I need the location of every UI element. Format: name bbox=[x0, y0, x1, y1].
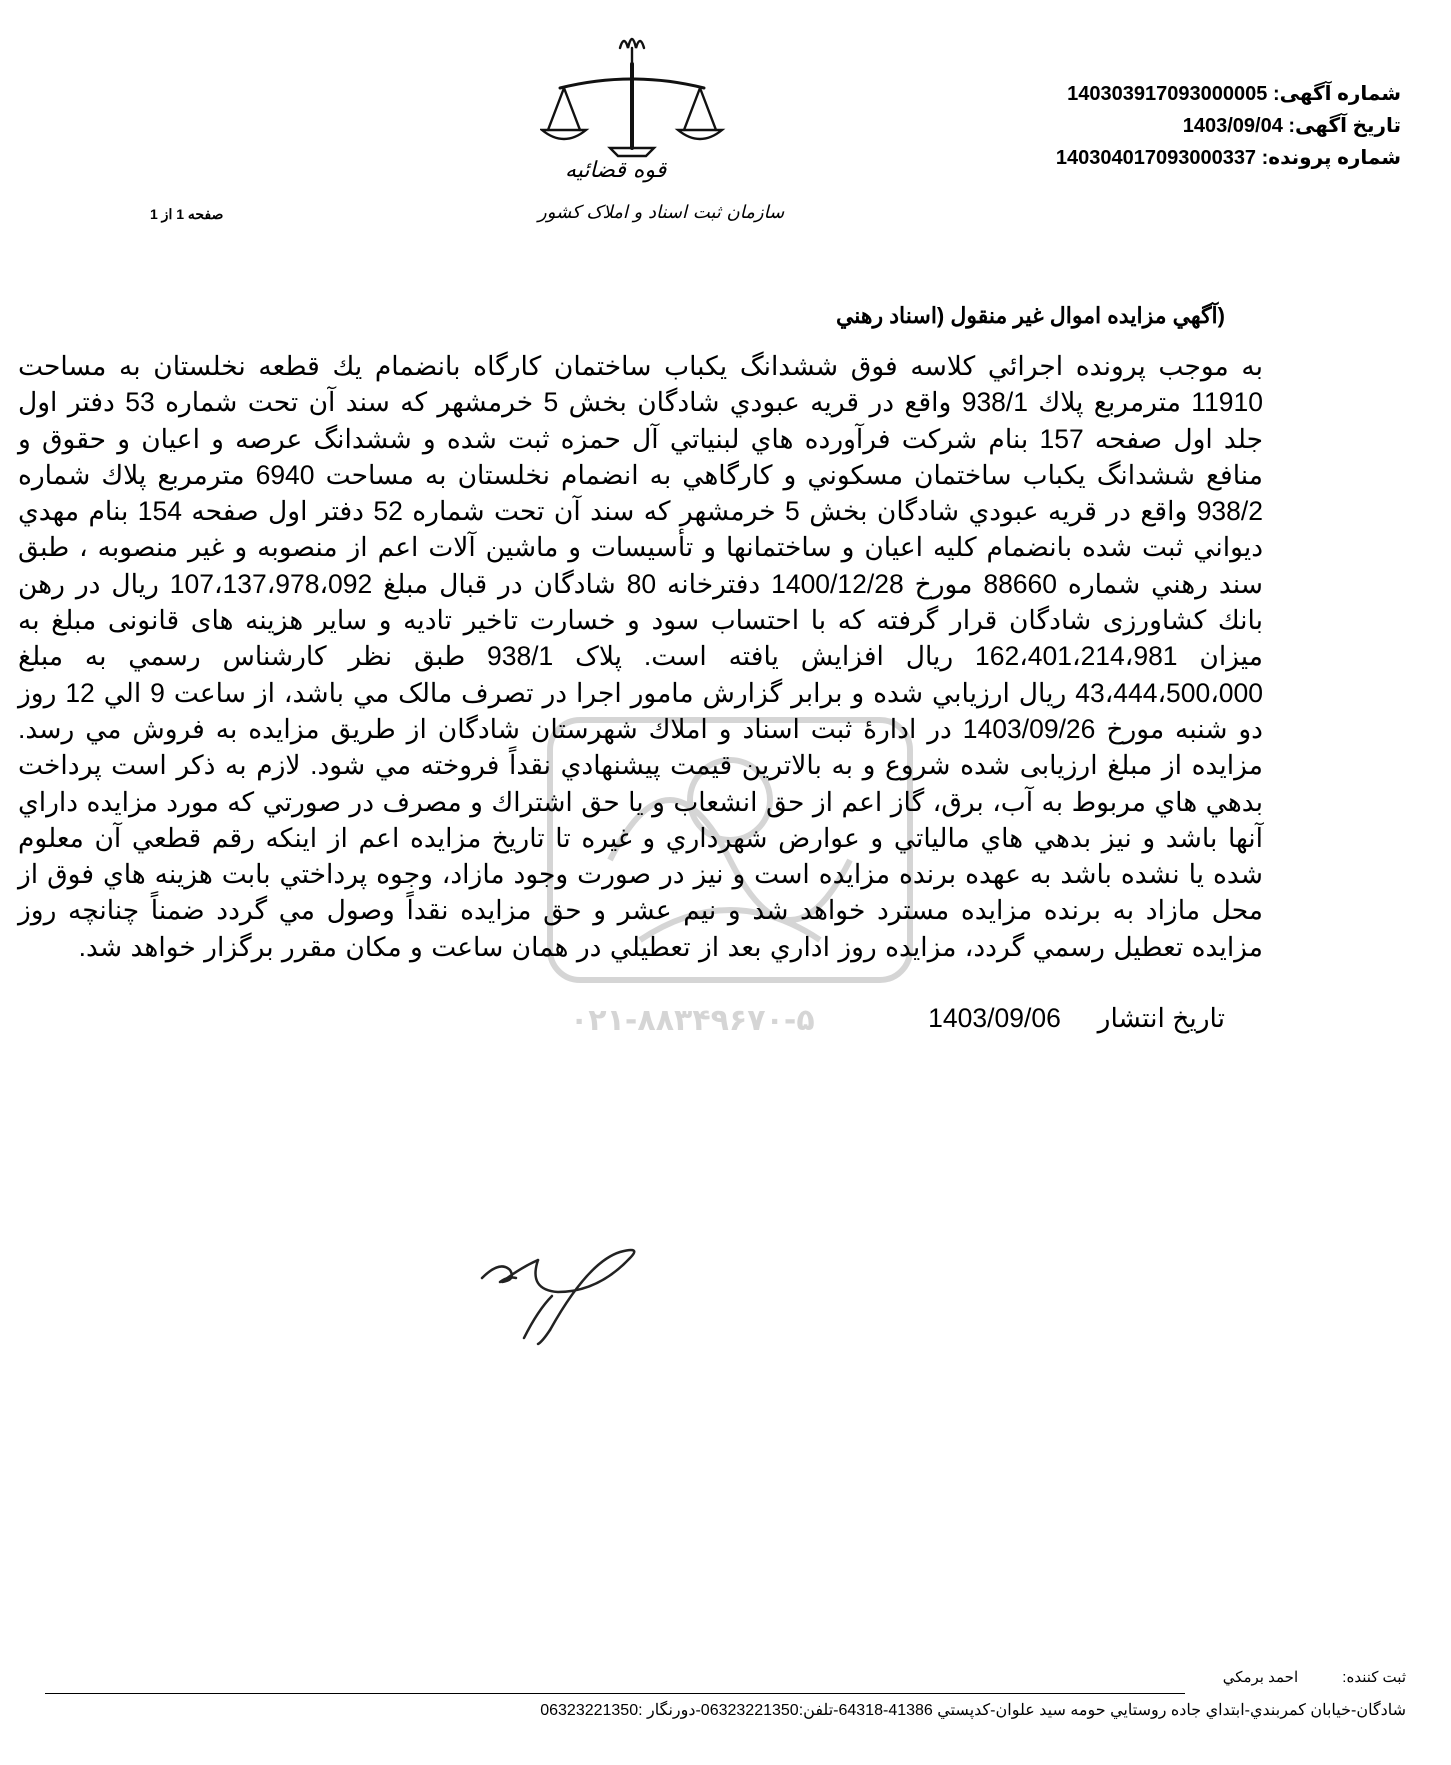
publish-date-row bbox=[0, 1003, 1225, 1034]
logo-caption-judiciary: قوه قضائیه bbox=[565, 158, 667, 183]
notice-number: 140303917093000005 bbox=[1067, 83, 1268, 105]
registrar-name: احمد برمكي bbox=[1222, 1669, 1299, 1686]
footer-address: شادگان-خيابان كمربندي-ابتداي جاده روستايي حومه سيد علوان-كدپستي 41386-64318-تلفن:06323221350-دورنگار :06323221350 bbox=[540, 1702, 1406, 1719]
watermark-phone: ۰۲۱-۸۸۳۴۹۶۷۰-۵ bbox=[570, 1003, 815, 1038]
notice-number-label: شماره آگهی: bbox=[1272, 83, 1401, 105]
publish-date: 1403/09/06 bbox=[928, 1003, 1061, 1033]
notice-date: 1403/09/04 bbox=[1182, 115, 1283, 137]
file-number: 140304017093000337 bbox=[1055, 147, 1257, 169]
file-number-row bbox=[841, 142, 1401, 174]
notice-body bbox=[18, 348, 1263, 965]
logo-caption-organization: سازمان ثبت اسناد و املاک کشور bbox=[538, 202, 785, 223]
handwritten-signature-icon bbox=[480, 1230, 680, 1350]
notice-body-text: به موجب پرونده اجرائي كلاسه فوق ششدانگ يكباب ساختمان كارگاه بانضمام يك قطعه نخلستان به مساحت 11910 مترمربع پلاك 938/1 واقع در قريه عبودي شادگان بخش 5 خرمشهر كه سند آن تحت شماره 53 دفتر اول جلد اول صفحه 157 بنام شركت فرآورده هاي لبنياتي آل حمزه ثبت شده و ششدانگ عرصه و اعيان و حقوق و منافع ششدانگ يكباب ساختمان مسكوني و كارگاهي به انضمام نخلستان به مساحت 6940 مترمربع پلاك شماره 938/2 واقع در قريه عبودي شادگان بخش 5 خرمشهر كه سند آن تحت شماره 52 دفتر اول صفحه 154 بنام مهدي ديواني ثبت شده بانضمام كليه اعيان و ساختمانها و تأسيسات و ماشين آلات اعم از منصوبه و غير منصوبه ، طبق سند رهني شماره 88660 مورخ 1400/12/28 دفترخانه 80 شادگان در قبال مبلغ 107،137،978،092 ريال در رهن بانك كشاورزی شادگان قرار گرفته كه با احتساب سود و خسارت تاخير تاديه و ساير هزينه های قانونی مبلغ به ميزان 162،401،214،981 ريال افزايش يافته است. پلاک 938/1 طبق نظر كارشناس رسمي به مبلغ 43،444،500،000 ريال ارزيابي شده و برابر گزارش مامور اجرا در تصرف مالک مي باشد، از ساعت 9 الي 12 روز دو شنبه مورخ 1403/09/26 در ادارۀ ثبت اسناد و املاك شهرستان شادگان از طريق مزايده به فروش مي رسد. مزايده از مبلغ ارزيابی شده شروع و به بالاترين قيمت پيشنهادي نقداً فروخته مي شود. لازم به ذكر است پرداخت بدهي هاي مربوط به آب، برق، گاز اعم از حق انشعاب و يا حق اشتراك و مصرف در صورتي كه مورد مزايده داراي آنها باشد و نيز بدهي هاي مالياتي و عوارض شهرداري و غيره تا تاريخ مزايده اعم از اينكه رقم قطعي آن معلوم شده يا نشده باشد به عهده برنده مزايده است و نيز در صورت وجود مازاد، وجوه پرداختي بابت هزينه هاي فوق از محل مازاد به برنده مزايده مسترد خواهد شد و نيم عشر و حق مزايده نقداً وصول مي گردد ضمناً چنانچه روز مزايده تعطيل رسمي گردد، مزايده روز اداري بعد از تعطيلي در همان ساعت و مكان مقرر برگزار خواهد شد. bbox=[18, 351, 1264, 962]
footer-divider bbox=[45, 1693, 1185, 1694]
publish-date-label: تاريخ انتشار bbox=[1097, 1003, 1225, 1033]
notice-title: (آگهي مزايده اموال غير منقول (اسناد رهني bbox=[835, 303, 1225, 328]
file-number-label: شماره پرونده: bbox=[1261, 147, 1401, 169]
notice-number-row bbox=[841, 78, 1401, 110]
page-indicator: صفحه 1 از 1 bbox=[150, 206, 224, 222]
notice-date-row bbox=[841, 110, 1401, 142]
registrar bbox=[1223, 1668, 1406, 1686]
notice-date-label: تاریخ آگهی: bbox=[1288, 115, 1401, 137]
notice-header bbox=[841, 78, 1401, 174]
registrar-label: ثبت كننده: bbox=[1342, 1669, 1406, 1686]
